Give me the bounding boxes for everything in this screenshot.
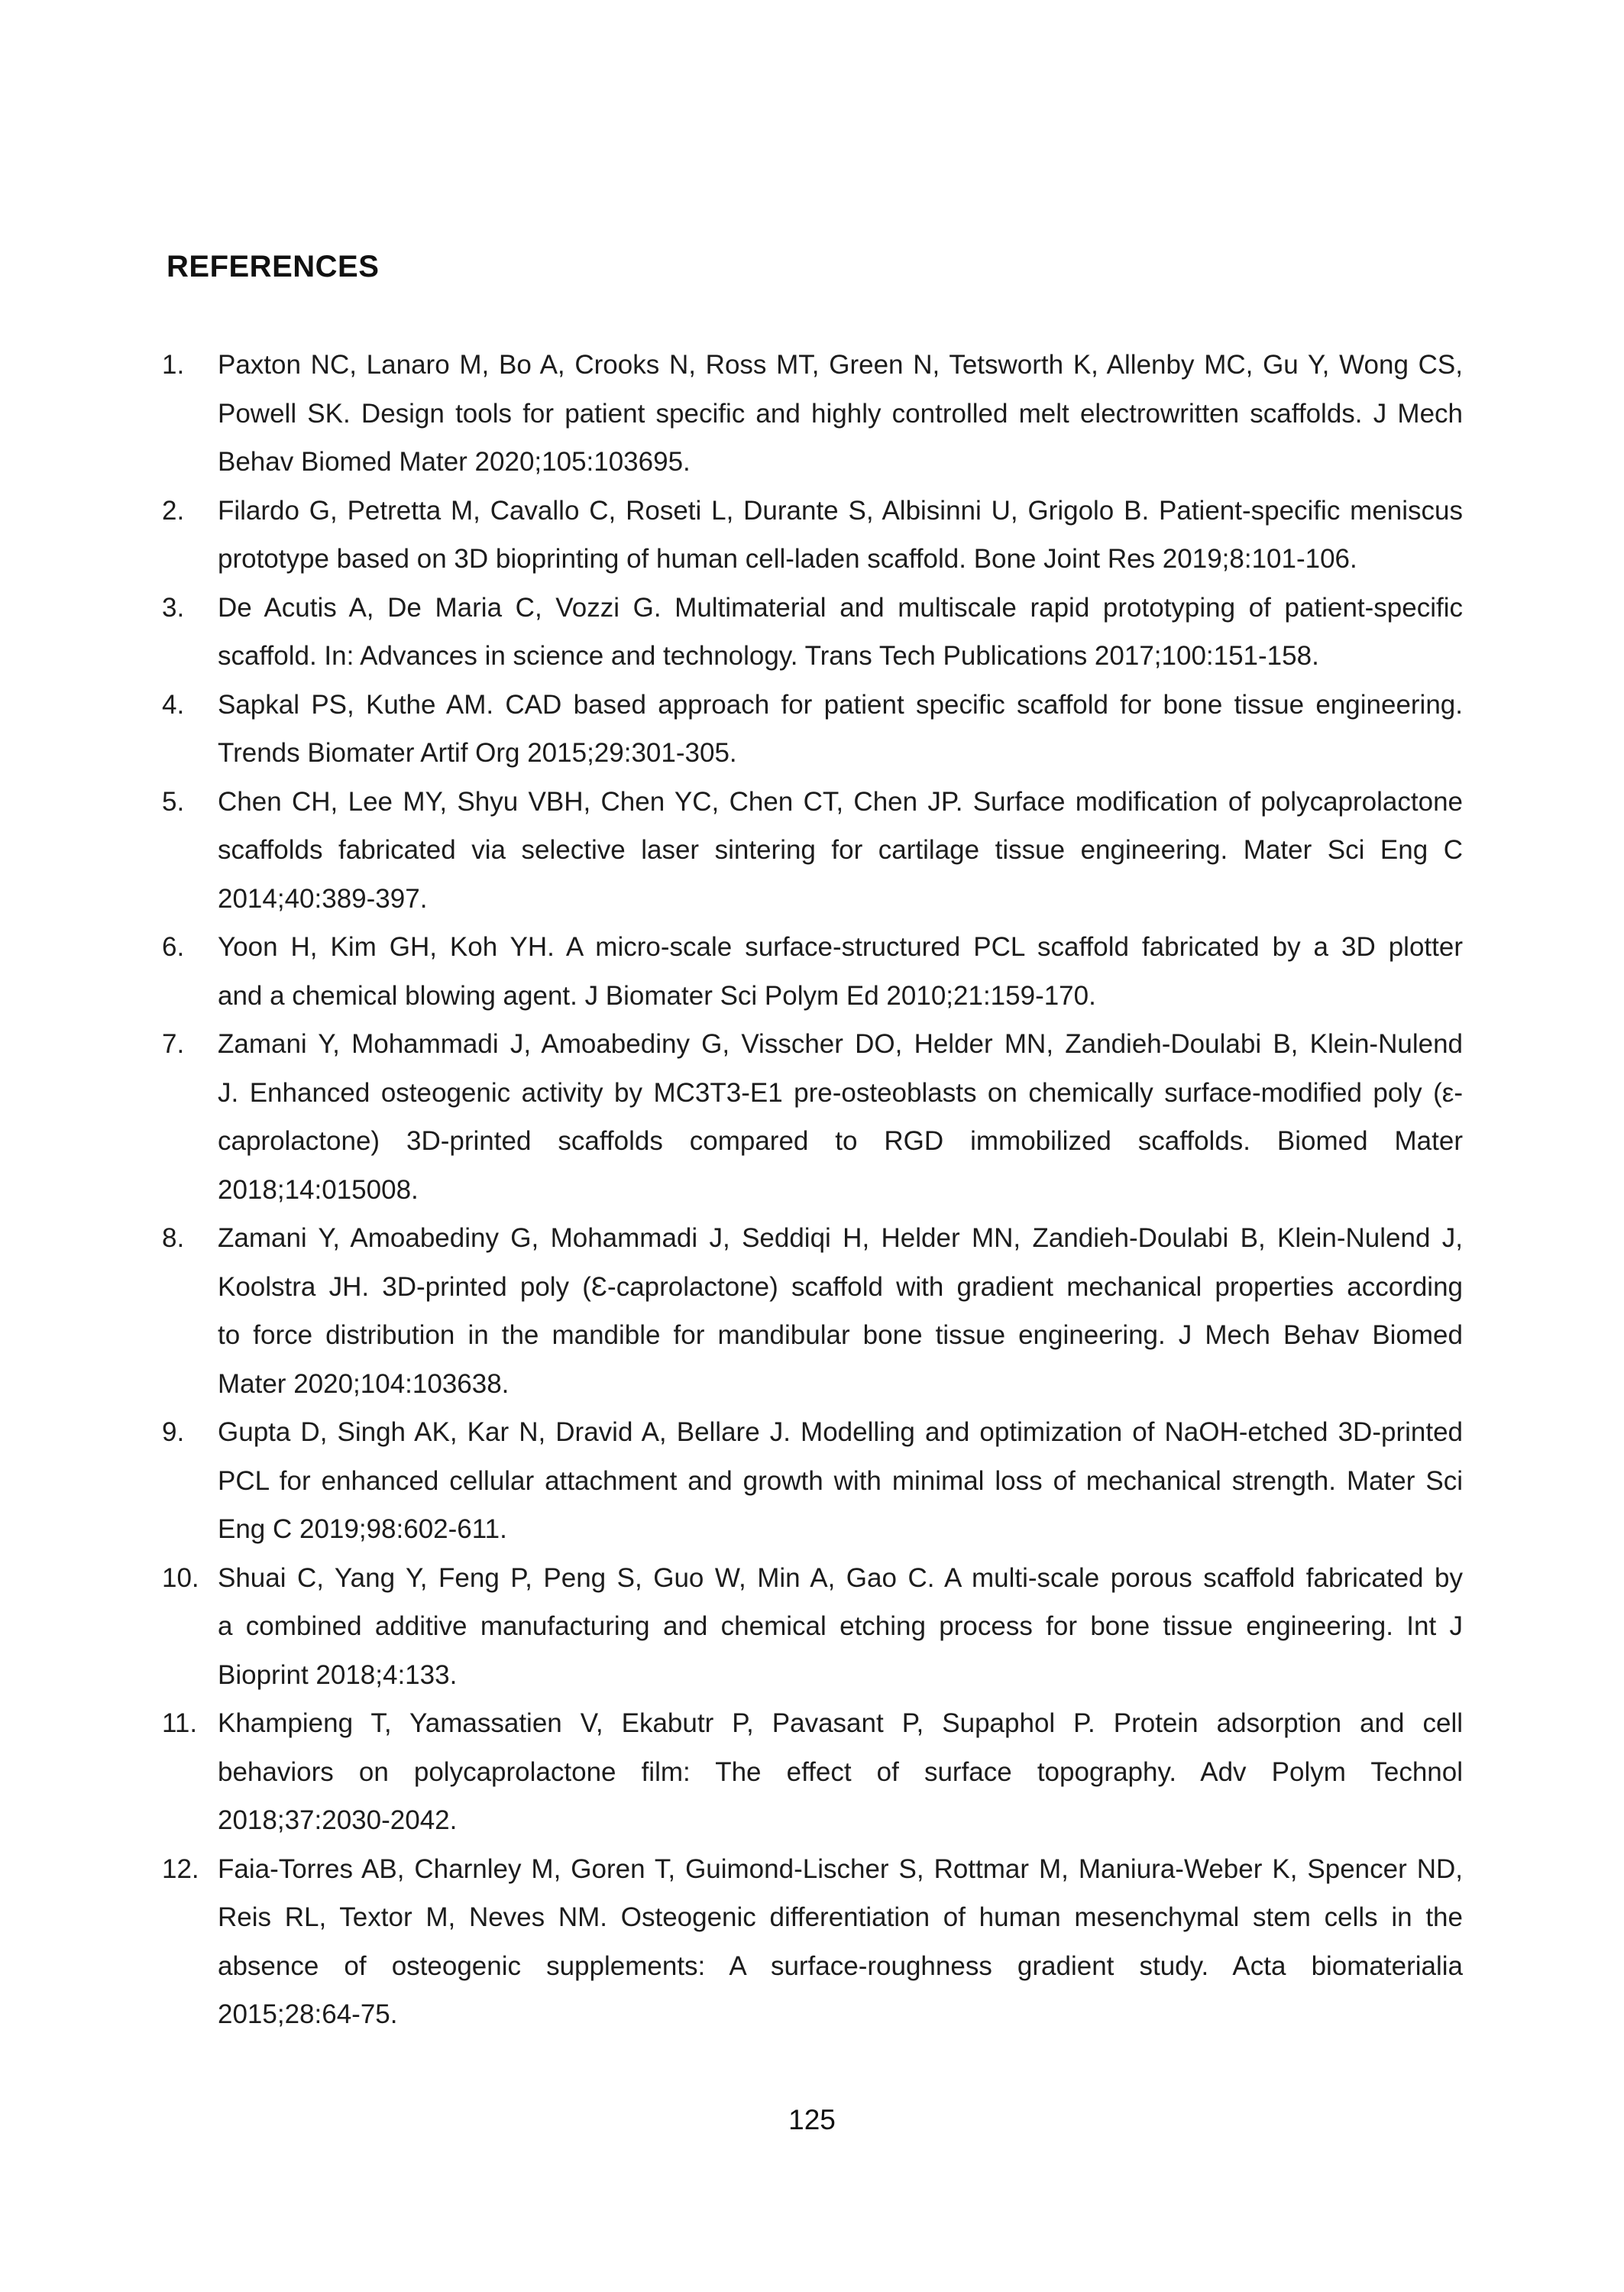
reference-line: 4. Sapkal PS, Kuthe AM. CAD based approach for patient specific scaffold for bone tissue engineering.: [162, 681, 1463, 730]
references-list: [162, 341, 1463, 2039]
reference-line: and a chemical blowing agent. J Biomater Sci Polym Ed 2010;21:159-170.: [218, 980, 1096, 1011]
reference-item: [162, 1699, 1463, 1845]
reference-line: 7. Zamani Y, Mohammadi J, Amoabediny G, Visscher DO, Helder MN, Zandieh-Doulabi B, Klein-Nulend: [162, 1020, 1463, 1069]
reference-item: [162, 1020, 1463, 1214]
reference-line: Bioprint 2018;4:133.: [218, 1659, 458, 1690]
reference-line: absence of osteogenic supplements: A surface-roughness gradient study. Acta biomaterialia: [218, 1950, 1463, 1981]
reference-number: 11.: [162, 1708, 198, 1738]
reference-line: behaviors on polycaprolactone film: The effect of surface topography. Adv Polym Technol: [218, 1756, 1463, 1787]
page-title: REFERENCES: [167, 250, 380, 283]
reference-line: 3. De Acutis A, De Maria C, Vozzi G. Multimaterial and multiscale rapid prototyping of patient-specific: [162, 584, 1463, 633]
reference-line: Mater 2020;104:103638.: [218, 1368, 510, 1399]
reference-line: Eng C 2019;98:602-611.: [218, 1514, 507, 1544]
reference-line: prototype based on 3D bioprinting of human cell-laden scaffold. Bone Joint Res 2019;8:101-106.: [218, 544, 1357, 574]
reference-line: Reis RL, Textor M, Neves NM. Osteogenic differentiation of human mesenchymal stem cells in the: [218, 1902, 1463, 1932]
reference-line: a combined additive manufacturing and chemical etching process for bone tissue engineering. Int J: [218, 1611, 1463, 1641]
reference-item: [162, 1554, 1463, 1700]
reference-line: 2014;40:389-397.: [218, 883, 428, 914]
reference-line: scaffold. In: Advances in science and technology. Trans Tech Publications 2017;100:151-158.: [218, 641, 1319, 671]
reference-item: [162, 341, 1463, 487]
reference-line: 2015;28:64-75.: [218, 1999, 398, 2029]
reference-line: 2018;37:2030-2042.: [218, 1805, 458, 1835]
reference-item: [162, 584, 1463, 681]
reference-line: 6. Yoon H, Kim GH, Koh YH. A micro-scale surface-structured PCL scaffold fabricated by a 3D plotter: [162, 923, 1463, 972]
reference-line: Behav Biomed Mater 2020;105:103695.: [218, 447, 691, 477]
reference-line: scaffolds fabricated via selective laser sintering for cartilage tissue engineering. Mater Sci Eng C: [218, 835, 1463, 865]
reference-number: 1.: [162, 350, 185, 380]
reference-line: 2018;14:015008.: [218, 1174, 419, 1205]
reference-number: 4.: [162, 689, 185, 720]
reference-item: [162, 1408, 1463, 1554]
reference-number: 7.: [162, 1029, 185, 1059]
reference-line: 8. Zamani Y, Amoabediny G, Mohammadi J, Seddiqi H, Helder MN, Zandieh-Doulabi B, Klein-Nulend J,: [162, 1214, 1463, 1263]
reference-line: 9. Gupta D, Singh AK, Kar N, Dravid A, Bellare J. Modelling and optimization of NaOH-etched 3D-printed: [162, 1408, 1463, 1457]
reference-line: 5. Chen CH, Lee MY, Shyu VBH, Chen YC, Chen CT, Chen JP. Surface modification of polycaprolactone: [162, 778, 1463, 827]
reference-number: 9.: [162, 1417, 185, 1447]
reference-item: [162, 778, 1463, 924]
reference-line: PCL for enhanced cellular attachment and growth with minimal loss of mechanical strength. Mater Sci: [218, 1465, 1463, 1496]
reference-line: 12. Faia-Torres AB, Charnley M, Goren T, Guimond-Lischer S, Rottmar M, Maniura-Weber K, Spencer ND,: [162, 1845, 1463, 1894]
reference-number: 10.: [162, 1562, 199, 1593]
reference-number: 8.: [162, 1223, 185, 1253]
reference-number: 6.: [162, 932, 185, 962]
reference-line: Trends Biomater Artif Org 2015;29:301-305.: [218, 738, 737, 768]
reference-item: [162, 1214, 1463, 1408]
reference-item: [162, 923, 1463, 1020]
reference-item: [162, 1845, 1463, 2039]
reference-number: 2.: [162, 495, 185, 526]
reference-line: 1. Paxton NC, Lanaro M, Bo A, Crooks N, Ross MT, Green N, Tetsworth K, Allenby MC, Gu Y, Wong CS,: [162, 341, 1463, 390]
reference-line: 2. Filardo G, Petretta M, Cavallo C, Roseti L, Durante S, Albisinni U, Grigolo B. Patient-specific meniscus: [162, 487, 1463, 536]
reference-line: Powell SK. Design tools for patient specific and highly controlled melt electrowritten scaffolds. J Mech: [218, 398, 1463, 429]
reference-line: to force distribution in the mandible for mandibular bone tissue engineering. J Mech Behav Biomed: [218, 1320, 1463, 1350]
reference-number: 5.: [162, 786, 185, 817]
reference-number: 12.: [162, 1853, 199, 1884]
reference-number: 3.: [162, 592, 185, 623]
reference-item: [162, 487, 1463, 584]
reference-line: Koolstra JH. 3D-printed poly (Ɛ-caprolactone) scaffold with gradient mechanical properties according: [218, 1271, 1463, 1302]
page-number: 125: [788, 2104, 836, 2135]
reference-line: caprolactone) 3D-printed scaffolds compared to RGD immobilized scaffolds. Biomed Mater: [218, 1126, 1463, 1156]
reference-line: 11. Khampieng T, Yamassatien V, Ekabutr P, Pavasant P, Supaphol P. Protein adsorption and cell: [162, 1699, 1463, 1748]
reference-item: [162, 681, 1463, 778]
reference-line: J. Enhanced osteogenic activity by MC3T3-E1 pre-osteoblasts on chemically surface-modified poly (ε-: [218, 1077, 1463, 1108]
reference-line: 10. Shuai C, Yang Y, Feng P, Peng S, Guo W, Min A, Gao C. A multi-scale porous scaffold fabricated by: [162, 1554, 1463, 1603]
